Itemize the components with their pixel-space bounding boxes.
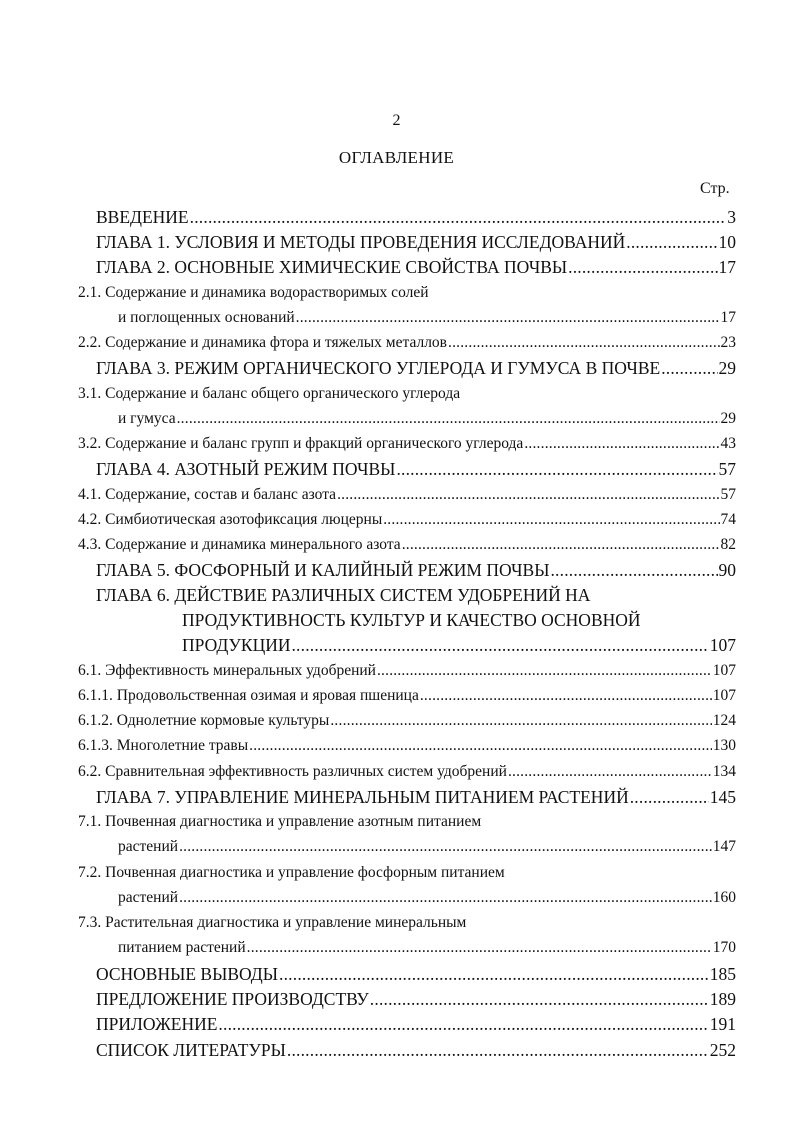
toc-entry-chapter-3 [96,356,736,380]
toc-entry-section-4-2 [78,508,736,532]
page-title: ОГЛАВЛЕНИЕ [338,148,455,167]
toc-entry-title: ГЛАВА 3. РЕЖИМ ОРГАНИЧЕСКОГО УГЛЕРОДА И ГУМУСА В ПОЧВЕ [96,358,661,378]
toc-entry-section-7-1 [118,835,736,859]
toc-entry-title: 6.1. Эффективность минеральных удобрений [78,662,376,679]
toc-entry-intro [96,205,736,229]
toc-entry-page: 107 [712,687,736,704]
toc-entry-page: 107 [709,635,736,655]
toc-entry-chapter-2 [96,255,736,279]
toc-entry-page: 134 [712,763,736,780]
toc-entry-title: 6.2. Сравнительная эффективность различных систем удобрений [78,763,507,780]
leader-dots [377,659,712,683]
leader-dots [291,633,708,657]
leader-dots [370,987,709,1011]
toc-entry-title: 6.1.3. Многолетние травы [78,737,249,754]
toc-entry-title: ГЛАВА 4. АЗОТНЫЙ РЕЖИМ ПОЧВЫ [96,459,396,479]
toc-entry-title: 6.1.2. Однолетние кормовые культуры [78,712,330,729]
page-number: 2 [392,112,401,129]
toc-entry-title: и поглощенных оснований [118,309,295,326]
leader-dots [179,835,712,859]
toc-entry-title: 6.1.1. Продовольственная озимая и яровая пшеница [78,687,419,704]
toc-entry-section-7-3-line1: 7.3. Растительная диагностика и управление минеральным [78,914,467,931]
toc-entry-conclusions [96,962,736,986]
toc-entry-chapter-6 [182,633,736,657]
toc-entry-section-3-1-line1: 3.1. Содержание и баланс общего органического углерода [78,385,461,402]
toc-entry-section-7-2 [118,886,736,910]
toc-entry-page: 17 [720,309,736,326]
leader-dots [396,457,717,481]
toc-entry-page: 29 [718,358,736,378]
toc-entry-title: 2.2. Содержание и динамика фтора и тяжелых металлов [78,334,447,351]
toc-entry-section-7-3 [118,936,736,960]
leader-dots [550,558,717,582]
leader-dots [508,760,712,784]
toc-entry-page: 82 [720,536,736,553]
toc-entry-section-6-1-3 [78,734,736,758]
leader-dots [249,734,712,758]
leader-dots [524,432,719,456]
toc-entry-page: 252 [709,1040,736,1060]
toc-entry-page: 57 [718,459,736,479]
toc-entry-chapter-6-line1: ГЛАВА 6. ДЕЙСТВИЕ РАЗЛИЧНЫХ СИСТЕМ УДОБРЕНИЙ НА [96,585,591,605]
toc-entry-section-6-1 [78,659,736,683]
toc-entry-page: 23 [720,334,736,351]
leader-dots [630,785,709,809]
toc-entry-title: ГЛАВА 2. ОСНОВНЫЕ ХИМИЧЕСКИЕ СВОЙСТВА ПОЧВЫ [96,257,568,277]
leader-dots [568,255,717,279]
toc-entry-page: 145 [709,787,736,807]
toc-entry-proposal [96,987,736,1011]
toc-entry-page: 3 [727,207,736,227]
toc-entry-chapter-7 [96,785,736,809]
toc-entry-title: 4.3. Содержание и динамика минерального азота [78,536,401,553]
toc-entry-title: ГЛАВА 1. УСЛОВИЯ И МЕТОДЫ ПРОВЕДЕНИЯ ИССЛЕДОВАНИЙ [96,232,626,252]
toc-entry-page: 160 [712,889,736,906]
toc-entry-section-2-1-line1: 2.1. Содержание и динамика водорастворимых солей [78,284,429,301]
toc-entry-title: 4.1. Содержание, состав и баланс азота [78,486,337,503]
leader-dots [247,936,712,960]
leader-dots [383,508,719,532]
toc-entry-page: 107 [712,662,736,679]
toc-entry-page: 29 [720,410,736,427]
toc-entry-section-7-1-line1: 7.1. Почвенная диагностика и управление азотным питанием [78,813,482,830]
toc-entry-page: 170 [712,939,736,956]
toc-entry-title: 3.2. Содержание и баланс групп и фракций органического углерода [78,435,524,452]
toc-entry-title: питанием растений [118,939,246,956]
toc-entry-page: 189 [709,989,736,1009]
toc-entry-section-3-1 [118,407,736,431]
toc-entry-title: ПРИЛОЖЕНИЕ [96,1014,218,1034]
leader-dots [177,407,720,431]
toc-entry-title: растений [118,838,179,855]
toc-entry-title: ПРОДУКЦИИ [182,635,291,655]
toc-entry-section-4-1 [78,483,736,507]
toc-entry-page: 74 [720,511,736,528]
toc-entry-title: 4.2. Симбиотическая азотофиксация люцерны [78,511,383,528]
toc-entry-title: и гумуса [118,410,176,427]
leader-dots [218,1012,708,1036]
toc-entry-page: 90 [718,560,736,580]
toc-entry-page: 57 [720,486,736,503]
leader-dots [279,962,709,986]
toc-entry-references [96,1038,736,1062]
leader-dots [448,331,720,355]
leader-dots [337,483,719,507]
toc-entry-section-7-2-line1: 7.2. Почвенная диагностика и управление фосфорным питанием [78,864,505,881]
leader-dots [626,230,717,254]
toc-entry-section-2-2 [78,331,736,355]
toc-entry-chapter-1 [96,230,736,254]
toc-entry-title: ПРЕДЛОЖЕНИЕ ПРОИЗВОДСТВУ [96,989,369,1009]
toc-entry-title: растений [118,889,179,906]
leader-dots [330,709,711,733]
leader-dots [296,306,720,330]
toc-entry-chapter-6-line2: ПРОДУКТИВНОСТЬ КУЛЬТУР И КАЧЕСТВО ОСНОВНОЙ [182,610,641,630]
toc-entry-page: 147 [712,838,736,855]
toc-entry-title: ГЛАВА 5. ФОСФОРНЫЙ И КАЛИЙНЫЙ РЕЖИМ ПОЧВЫ [96,560,550,580]
toc-entry-page: 124 [712,712,736,729]
toc-entry-section-3-2 [78,432,736,456]
toc-entry-appendix [96,1012,736,1036]
leader-dots [661,356,717,380]
toc-entry-title: ВВЕДЕНИЕ [96,207,189,227]
leader-dots [402,533,720,557]
toc-entry-title: ГЛАВА 7. УПРАВЛЕНИЕ МИНЕРАЛЬНЫМ ПИТАНИЕМ РАСТЕНИЙ [96,787,629,807]
leader-dots [179,886,712,910]
toc-entry-section-4-3 [78,533,736,557]
toc-entry-title: СПИСОК ЛИТЕРАТУРЫ [96,1040,286,1060]
toc-entry-page: 10 [718,232,736,252]
leader-dots [287,1038,709,1062]
toc-entry-chapter-5 [96,558,736,582]
toc-entry-section-2-1 [118,306,736,330]
toc-entry-title: ОСНОВНЫЕ ВЫВОДЫ [96,964,279,984]
toc-entry-page: 185 [709,964,736,984]
toc-entry-section-6-2 [78,760,736,784]
leader-dots [420,684,712,708]
leader-dots [190,205,727,229]
toc-entry-page: 130 [712,737,736,754]
toc-entry-page: 17 [718,257,736,277]
toc-entry-chapter-4 [96,457,736,481]
pages-column-header: Стр. [700,180,730,197]
toc-entry-page: 43 [720,435,736,452]
toc-entry-page: 191 [709,1014,736,1034]
toc-entry-section-6-1-2 [78,709,736,733]
toc-entry-section-6-1-1 [78,684,736,708]
